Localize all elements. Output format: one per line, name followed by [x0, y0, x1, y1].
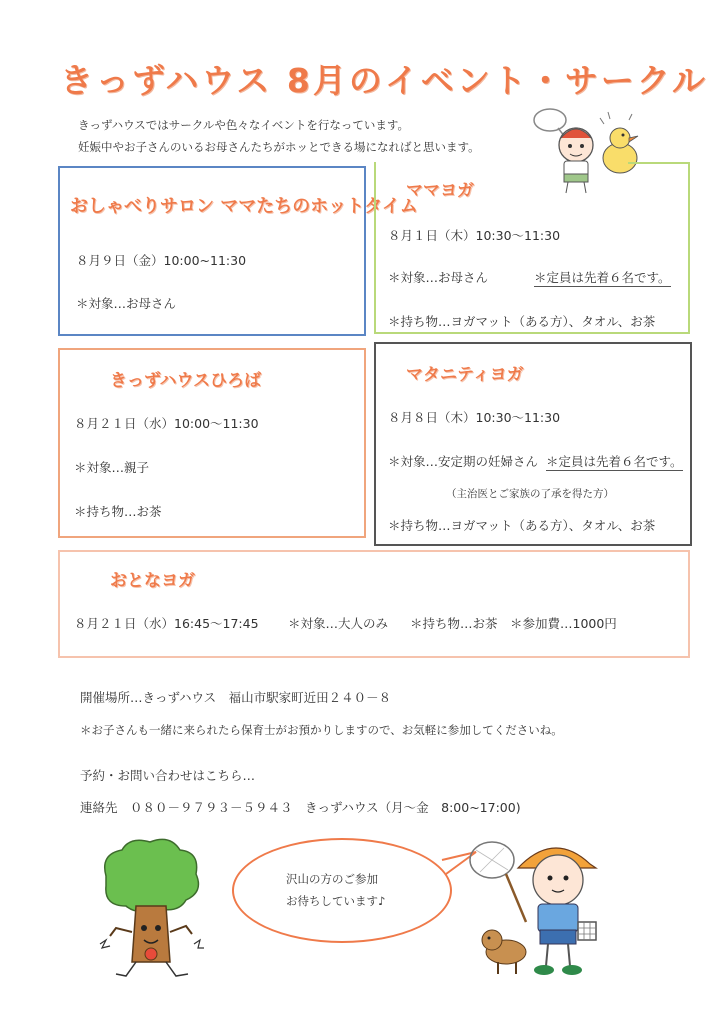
mama-yoga-title: ママヨガ [406, 181, 474, 201]
mama-yoga-target: ＊対象…お母さん [388, 270, 489, 285]
maternity-yoga-items: ＊持ち物…ヨガマット（ある方）、タオル、お茶 [388, 518, 656, 533]
mama-yoga-capacity: ＊定員は先着６名です。 [534, 270, 671, 285]
otona-yoga-target: ＊対象…大人のみ [288, 616, 389, 631]
maternity-yoga-capacity-wrap [546, 452, 683, 470]
bubble-line-1: 沢山の方のご参加 [286, 872, 378, 886]
hiroba-event-box [58, 348, 366, 538]
otona-yoga-title: おとなヨガ [110, 571, 195, 591]
intro-line-2: 妊娠中やお子さんのいるお母さんたちがホッとできる場になればと思います。 [78, 140, 480, 154]
mama-yoga-capacity-wrap [534, 268, 671, 286]
bubble-message [286, 868, 385, 912]
page-title: きっずハウス 8月のイベント・サークル [60, 61, 708, 100]
salon-datetime: ８月９日（金）10:00~11:30 [76, 253, 247, 268]
maternity-yoga-note: （主治医とご家族の了承を得た方） [446, 488, 614, 500]
otona-yoga-datetime: ８月２１日（水）16:45～17:45 [74, 616, 259, 631]
maternity-yoga-target: ＊対象…安定期の妊婦さん [388, 454, 539, 469]
maternity-yoga-capacity: ＊定員は先着６名です。 [546, 454, 683, 469]
salon-target: ＊対象…お母さん [76, 296, 177, 311]
otona-yoga-items: ＊持ち物…お茶 [410, 616, 498, 631]
hiroba-target: ＊対象…親子 [74, 460, 150, 475]
hiroba-items: ＊持ち物…お茶 [74, 504, 162, 519]
contact-info: 連絡先 ０８０－９７９３－５９４３ きっずハウス（月～金 8:00~17:00) [80, 800, 521, 815]
intro-line-1: きっずハウスではサークルや色々なイベントを行なっています。 [78, 118, 409, 132]
boy-with-net-illustration [466, 836, 622, 986]
mama-yoga-datetime: ８月１日（木）10:30～11:30 [388, 228, 561, 243]
mama-yoga-items: ＊持ち物…ヨガマット（ある方）、タオル、お茶 [388, 314, 656, 329]
childcare-note: ＊お子さんも一緒に来られたら保育士がお預かりしますので、お気軽に参加してくださいね。 [80, 723, 563, 737]
salon-title: おしゃべりサロン ママたちのホットタイム [70, 196, 418, 217]
bubble-line-2: お待ちしています♪ [286, 894, 386, 908]
salon-event-box [58, 166, 418, 336]
hiroba-title: きっずハウスひろば [110, 371, 262, 391]
maternity-yoga-datetime: ８月８日（木）10:30～11:30 [388, 410, 561, 425]
otona-yoga-fee: ＊参加費…1000円 [510, 616, 617, 631]
mama-yoga-right-border [688, 162, 690, 334]
intro-text [78, 114, 480, 158]
mama-yoga-event-box [374, 162, 690, 334]
mama-yoga-top-border [628, 162, 690, 164]
maternity-yoga-title: マタニティヨガ [406, 365, 524, 385]
maternity-yoga-event-box [374, 342, 692, 546]
venue-info: 開催場所…きっずハウス 福山市駅家町近田２４０－８ [80, 690, 392, 705]
otona-yoga-event-box [58, 550, 690, 658]
hiroba-datetime: ８月２１日（水）10:00～11:30 [74, 416, 259, 431]
contact-intro: 予約・お問い合わせはこちら… [80, 768, 256, 783]
tree-character-illustration [96, 836, 206, 986]
